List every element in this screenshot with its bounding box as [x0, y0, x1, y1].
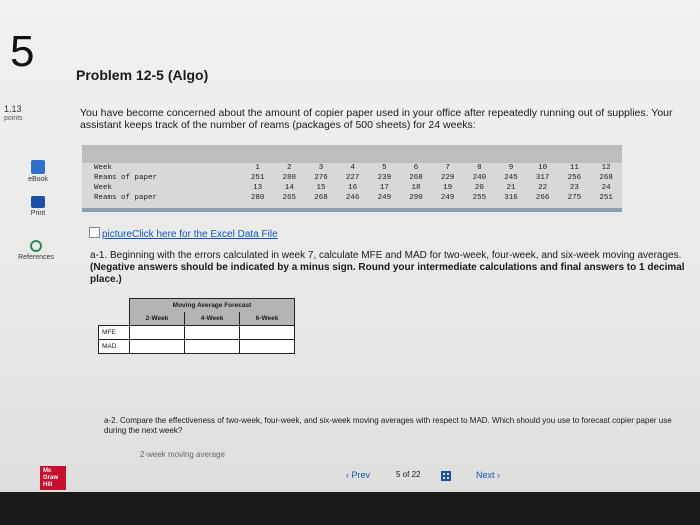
table-cell: 23 [569, 184, 579, 192]
next-label: Next [476, 470, 495, 480]
mfe-6week-input[interactable] [240, 325, 295, 339]
table-cell: 249 [440, 194, 455, 202]
mad-2week-input[interactable] [130, 339, 185, 353]
table-cell: 245 [504, 174, 518, 182]
references-icon [30, 240, 42, 252]
table-cell: 265 [282, 194, 297, 202]
table-cell: 14 [284, 184, 294, 192]
table-cell: 268 [409, 174, 423, 182]
table-cell: 9 [508, 164, 514, 172]
row-label: Reams of paper [94, 194, 158, 202]
part-a2-question: a-2. Compare the effectiveness of two-week, four-week, and six-week moving averages with respect to MAD. Which should you use to forecast copier paper use during the next week? [104, 416, 672, 435]
a1-text: a-1. Beginning with the errors calculated in week 7, calculate MFE and MAD for two-week, four-week, and six-week moving averages. [90, 250, 682, 261]
printer-icon [31, 196, 45, 208]
table-cell: 266 [535, 194, 550, 202]
part-a1-instructions [90, 250, 690, 286]
table-cell: 316 [504, 194, 518, 202]
table-cell: 256 [567, 174, 582, 182]
print-label: Print [30, 210, 46, 217]
prev-label: Prev [351, 470, 371, 480]
table-cell: 15 [316, 184, 326, 192]
forecast-table-corner-2 [99, 312, 130, 326]
table-cell: 1 [255, 164, 260, 172]
mfe-2week-input[interactable] [130, 325, 185, 339]
table-cell: 13 [253, 184, 263, 192]
excel-data-link[interactable] [89, 227, 278, 240]
table-cell: 317 [535, 174, 550, 182]
table-cell: 11 [569, 164, 579, 172]
problem-title: Problem 12-5 (Algo) [76, 67, 209, 83]
table-cell: 275 [567, 194, 582, 202]
row-label: Week [94, 164, 113, 172]
table-cell: 268 [314, 194, 328, 202]
col-4week: 4-Week [185, 312, 240, 326]
table-cell: 268 [599, 174, 613, 182]
table-cell: 280 [250, 194, 265, 202]
table-row [82, 193, 622, 203]
image-icon [89, 227, 100, 238]
table-row [82, 183, 622, 193]
mad-6week-input[interactable] [240, 339, 295, 353]
table-cell: 240 [472, 174, 487, 182]
table-cell: 16 [348, 184, 358, 192]
table-cell: 229 [440, 174, 455, 182]
row-label: Week [94, 184, 113, 192]
mfe-4week-input[interactable] [185, 325, 240, 339]
table-row [99, 339, 295, 353]
ebook-button[interactable] [8, 160, 68, 183]
points-box [4, 104, 23, 124]
table-cell: 249 [377, 194, 392, 202]
table-cell: 251 [250, 174, 265, 182]
row-label-mad: MAD [99, 339, 130, 353]
row-label: Reams of paper [94, 174, 158, 182]
question-prompt: You have become concerned about the amount of copier paper used in your office after repeatedly running out of supplies. Your assistant keeps track of the number of reams (packages of 500 sheets) for 24 weeks: [80, 107, 673, 131]
data-table-header [82, 145, 622, 163]
table-cell: 276 [314, 174, 328, 182]
forecast-table-title: Moving Average Forecast [130, 299, 295, 312]
table-row [82, 173, 622, 183]
bottom-bar [0, 492, 700, 525]
references-label: References [18, 254, 54, 261]
next-button[interactable]: Next › [476, 470, 501, 480]
table-cell: 3 [318, 164, 324, 172]
table-cell: 246 [345, 194, 360, 202]
table-cell: 227 [345, 174, 360, 182]
book-icon [31, 160, 45, 174]
table-cell: 17 [379, 184, 389, 192]
table-row [82, 163, 622, 173]
references-button[interactable] [6, 240, 66, 261]
mcgraw-hill-logo: Mc Graw Hill [40, 466, 66, 490]
table-row [99, 325, 295, 339]
col-6week: 6-Week [240, 312, 295, 326]
question-number: 5 [10, 27, 35, 76]
mad-4week-input[interactable] [185, 339, 240, 353]
forecast-table [98, 298, 295, 354]
page-indicator: 5 of 22 [396, 470, 421, 479]
print-button[interactable] [8, 196, 68, 217]
points-label: points [4, 115, 23, 122]
forecast-table-corner [99, 299, 130, 312]
a1-bold-note: (Negative answers should be indicated by a minus sign. Round your intermediate calculations and final answers to 1 decimal place.) [90, 262, 685, 285]
table-cell: 255 [472, 194, 487, 202]
table-cell: 251 [599, 194, 613, 202]
table-cell: 5 [382, 164, 387, 172]
table-cell: 239 [377, 174, 392, 182]
table-cell: 21 [506, 184, 516, 192]
excel-link-text: pictureClick here for the Excel Data File [102, 229, 278, 240]
table-cell: 19 [443, 184, 453, 192]
data-table [82, 145, 622, 212]
prev-button[interactable]: ‹ Prev [346, 470, 371, 480]
table-cell: 4 [350, 164, 355, 172]
table-cell: 8 [477, 164, 482, 172]
table-cell: 24 [601, 184, 611, 192]
table-cell: 22 [538, 184, 548, 192]
data-table-grid [82, 163, 622, 203]
table-cell: 20 [474, 184, 484, 192]
table-cell: 7 [445, 164, 450, 172]
table-cell: 10 [538, 164, 548, 172]
table-cell: 18 [411, 184, 421, 192]
table-cell: 280 [282, 174, 297, 182]
points-value: 1.13 [4, 104, 22, 114]
row-label-mfe: MFE [99, 325, 130, 339]
a2-answer-select[interactable]: 2-week moving average [140, 450, 225, 459]
col-2week: 2-Week [130, 312, 185, 326]
ebook-label: eBook [28, 176, 48, 183]
table-cell: 6 [413, 164, 419, 172]
table-cell: 12 [601, 164, 611, 172]
data-table-bottom-bar [82, 208, 622, 212]
table-cell: 290 [409, 194, 423, 202]
table-cell: 2 [287, 164, 292, 172]
grid-icon[interactable] [441, 471, 451, 481]
